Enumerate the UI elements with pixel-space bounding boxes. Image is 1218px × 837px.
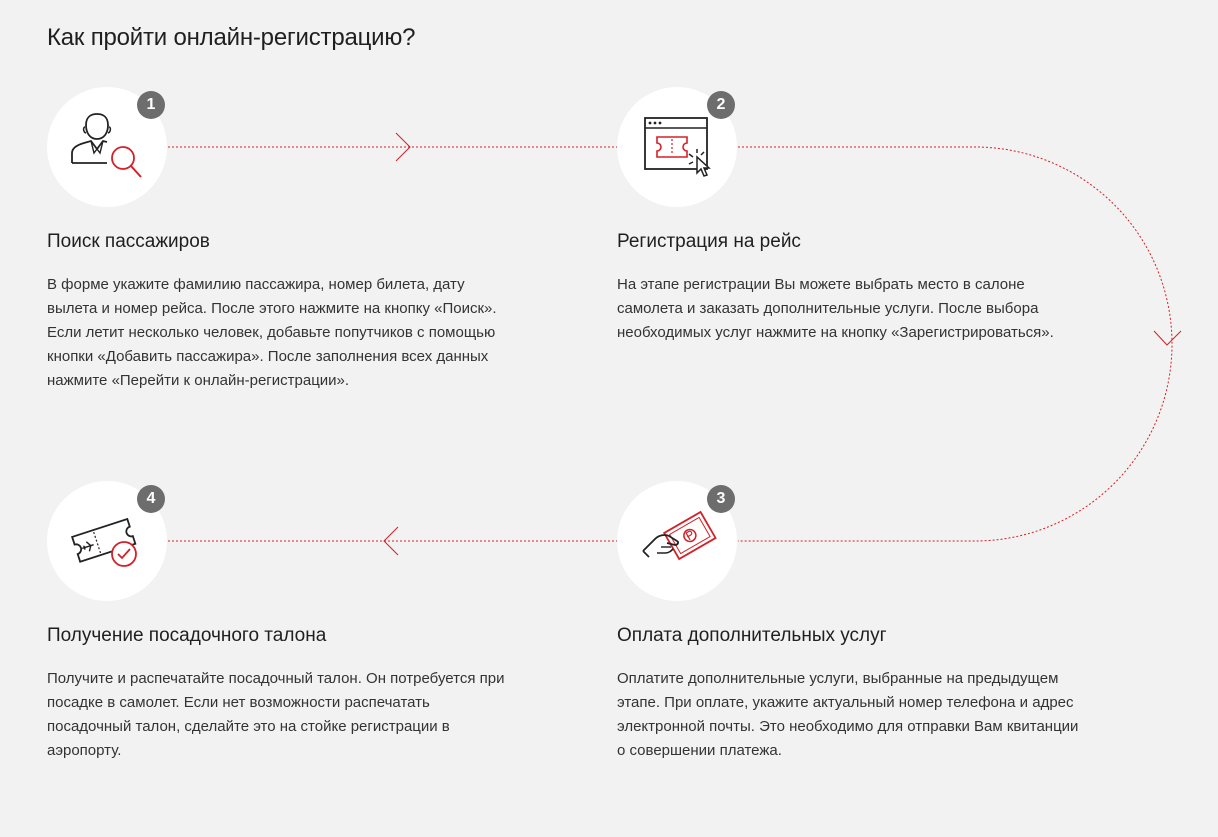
step-4-badge: 4 <box>137 485 165 513</box>
step-1-title: Поиск пассажиров <box>47 231 210 252</box>
step-3-badge: 3 <box>707 485 735 513</box>
step-4-description: Получите и распечатайте посадочный талон. Он потребуется при посадке в самолет. Если нет возможности распечатать посадочный талон, сделайте это на стойке регистрации в аэропорту. <box>47 670 505 759</box>
step-3-description: Оплатите дополнительные услуги, выбранные на предыдущем этапе. При оплате, укажите актуальный номер телефона и адрес электронной почты. Это необходимо для отправки Вам квитанции о совершении платежа. <box>617 670 1079 759</box>
page-title: Как пройти онлайн-регистрацию? <box>47 24 416 51</box>
step-2-description: На этапе регистрации Вы можете выбрать место в салоне самолета и заказать дополнительные услуги. После выбора необходимых услуг нажмите на кнопку «Зарегистрироваться». <box>617 276 1054 341</box>
connector-2-3-arrow-icon <box>1154 331 1181 345</box>
step-2-title: Регистрация на рейс <box>617 231 801 252</box>
connector-3-4-arrow-icon <box>384 527 398 555</box>
step-3-title: Оплата дополнительных услуг <box>617 625 887 646</box>
step-1-badge: 1 <box>137 91 165 119</box>
connector-1-2-arrow-icon <box>396 133 410 161</box>
step-4-title: Получение посадочного талона <box>47 625 327 646</box>
step-2-badge: 2 <box>707 91 735 119</box>
step-1-description: В форме укажите фамилию пассажира, номер билета, дату вылета и номер рейса. После этого нажмите на кнопку «Поиск». Если летит несколько человек, добавьте попутчиков с помощью кнопки «Добавить пассажира». После заполнения всех данных нажмите «Перейти к онлайн-регистрации». <box>47 276 497 389</box>
